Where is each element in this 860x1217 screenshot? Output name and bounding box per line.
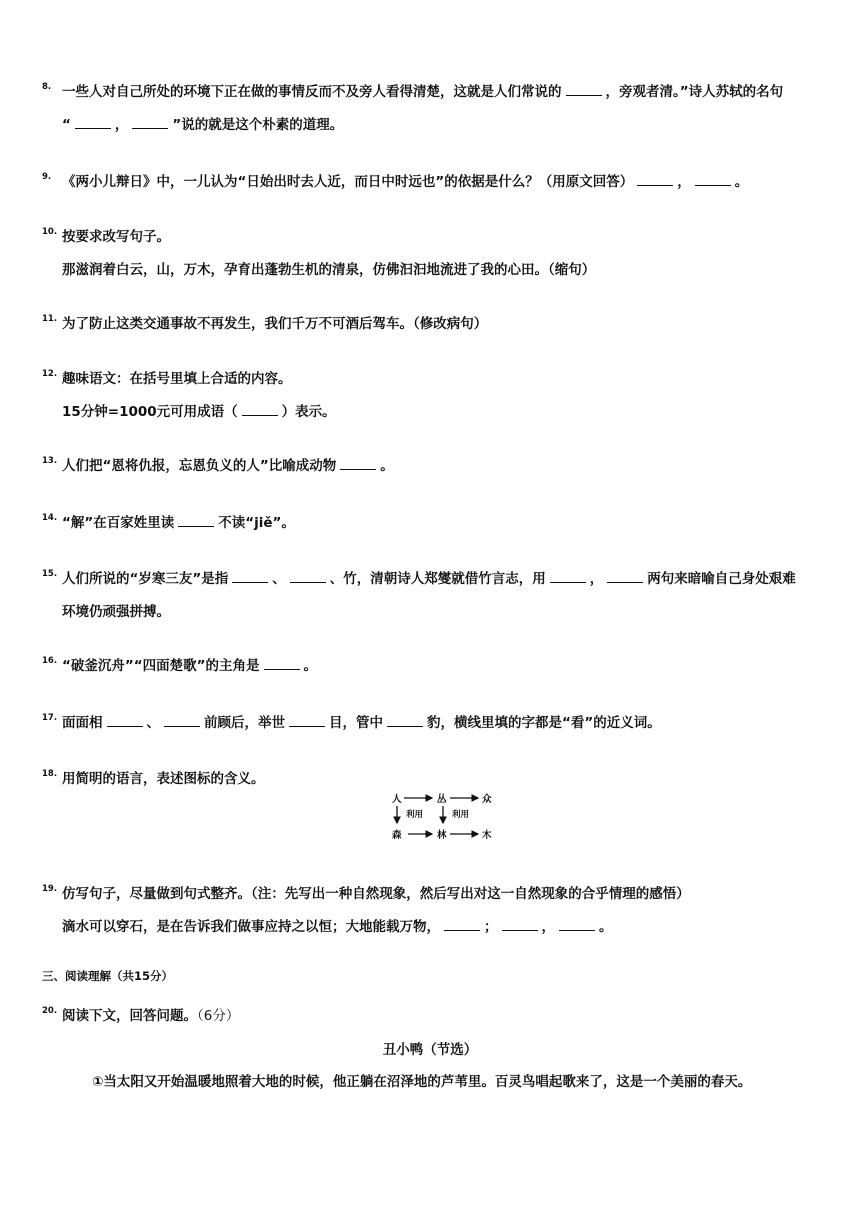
answer-blank[interactable] [607, 569, 643, 583]
diagram-label: 利用 [452, 810, 470, 820]
question-text: 那滋润着白云，山，万木，孕育出蓬勃生机的清泉，仿佛汩汩地流进了我的心田。（缩句） [62, 262, 596, 278]
answer-blank[interactable] [550, 569, 586, 583]
question-number: 20. [42, 1006, 58, 1016]
question-number: 11. [42, 314, 58, 324]
question-text: 、 [146, 715, 160, 731]
question-number: 12. [42, 369, 58, 379]
question-text: 趣味语文：在括号里填上合适的内容。 [62, 371, 292, 387]
question-8 [42, 82, 832, 135]
question-14 [42, 513, 832, 533]
question-text: 人们把“恩将仇报，忘恩负义的人”比喻成动物 [62, 458, 337, 474]
question-18 [42, 769, 832, 789]
question-text: 、 [272, 571, 286, 587]
answer-blank[interactable] [290, 569, 326, 583]
answer-blank[interactable] [340, 456, 376, 470]
question-number: 16. [42, 656, 58, 666]
question-number: 19. [42, 884, 58, 894]
answer-blank[interactable] [178, 513, 214, 527]
question-text: ， [541, 919, 555, 935]
question-12 [42, 369, 832, 422]
answer-blank[interactable] [289, 713, 325, 727]
diagram-char: 林 [437, 830, 447, 841]
question-number: 8. [42, 82, 52, 92]
answer-blank[interactable] [444, 917, 480, 931]
question-11 [42, 314, 832, 334]
diagram-label: 利用 [406, 810, 424, 820]
answer-blank[interactable] [387, 713, 423, 727]
diagram-char: 木 [482, 830, 492, 841]
diagram-char: 人 [392, 794, 402, 805]
question-text: 环境仍顽强拼搏。 [62, 604, 170, 620]
answer-blank[interactable] [559, 917, 595, 931]
diagram-char: 森 [392, 830, 402, 841]
answer-blank[interactable] [566, 82, 602, 96]
answer-blank[interactable] [132, 115, 168, 129]
section-header: 三、阅读理解（共15分） [42, 969, 174, 983]
reading-paragraph: ①当太阳又开始温暖地照着大地的时候，他正躺在沼泽地的芦苇里。百灵鸟唱起歌来了，这是一个美丽的春天。 [92, 1074, 752, 1090]
question-text: 滴水可以穿石，是在告诉我们做事应持之以恒；大地能载万物， [62, 919, 440, 935]
question-20 [42, 1006, 832, 1026]
question-text: 前顾后，举世 [204, 715, 285, 731]
question-number: 17. [42, 713, 58, 723]
question-text: ， [677, 174, 691, 190]
question-text: 。 [303, 658, 317, 674]
diagram-char: 众 [482, 794, 492, 805]
question-text: ）表示。 [281, 404, 336, 420]
question-17 [42, 713, 832, 733]
question-text: 两句来暗喻自己身处艰难 [647, 571, 796, 587]
question-number: 15. [42, 569, 58, 579]
question-number: 9. [42, 172, 52, 182]
answer-blank[interactable] [695, 172, 731, 186]
answer-blank[interactable] [502, 917, 538, 931]
question-text: “解”在百家姓里读 [62, 515, 175, 531]
answer-blank[interactable] [75, 115, 111, 129]
answer-blank[interactable] [107, 713, 143, 727]
question-text: 人们所说的“岁寒三友”是指 [62, 571, 229, 587]
question-text: ； [484, 919, 498, 935]
question-19 [42, 884, 832, 937]
question-points: （6分） [197, 1008, 240, 1024]
question-9 [42, 172, 832, 192]
question-text: 目，管中 [329, 715, 383, 731]
question-text: “ [62, 117, 71, 133]
question-text: 仿写句子，尽量做到句式整齐。（注：先写出一种自然现象，然后写出对这一自然现象的合乎情理的感悟） [62, 886, 690, 902]
question-16 [42, 656, 832, 676]
question-text: ，旁观者清。”诗人苏轼的名句 [605, 84, 784, 100]
question-text: 。 [734, 174, 749, 190]
question-text: “破釜沉舟”“四面楚歌”的主角是 [62, 658, 260, 674]
question-13 [42, 456, 832, 476]
question-text: 面面相 [62, 715, 103, 731]
question-text: 为了防止这类交通事故不再发生，我们千万不可酒后驾车。（修改病句） [62, 316, 488, 332]
question-number: 18. [42, 769, 58, 779]
question-15 [42, 569, 832, 622]
question-number: 14. [42, 513, 58, 523]
question-text: ， [589, 571, 604, 587]
answer-blank[interactable] [164, 713, 200, 727]
diagram-char: 丛 [437, 794, 447, 805]
question-text: 。 [599, 919, 613, 935]
question-text: 不读“jiě”。 [218, 515, 295, 531]
question-text: 一些人对自己所处的环境下正在做的事情反而不及旁人看得清楚，这就是人们常说的 [62, 84, 562, 100]
question-text: 。 [380, 458, 394, 474]
answer-blank[interactable] [264, 656, 300, 670]
question-text: ， [114, 117, 129, 133]
question-text: ”说的就是这个朴素的道理。 [172, 117, 344, 133]
question-number: 10. [42, 227, 58, 237]
question-text: 豹，横线里填的字都是“看”的近义词。 [427, 715, 661, 731]
answer-blank[interactable] [242, 402, 278, 416]
answer-blank[interactable] [232, 569, 268, 583]
question-text: 用简明的语言，表述图标的含义。 [62, 771, 265, 787]
question-text: 、竹，清朝诗人郑燮就借竹言志，用 [329, 571, 546, 587]
question-10 [42, 227, 832, 280]
question-text: 《两小儿辩日》中，一儿认为“日始出时去人近，而日中时远也”的依据是什么？（用原文回答） [62, 174, 634, 190]
question-text: 15分钟=1000元可用成语（ [62, 404, 238, 420]
reading-title: 丑小鸭（节选） [382, 1042, 478, 1058]
question-text: 按要求改写句子。 [62, 229, 170, 245]
answer-blank[interactable] [637, 172, 673, 186]
question-number: 13. [42, 456, 58, 466]
character-diagram [392, 790, 502, 846]
question-text: 阅读下文，回答问题。 [62, 1008, 197, 1024]
